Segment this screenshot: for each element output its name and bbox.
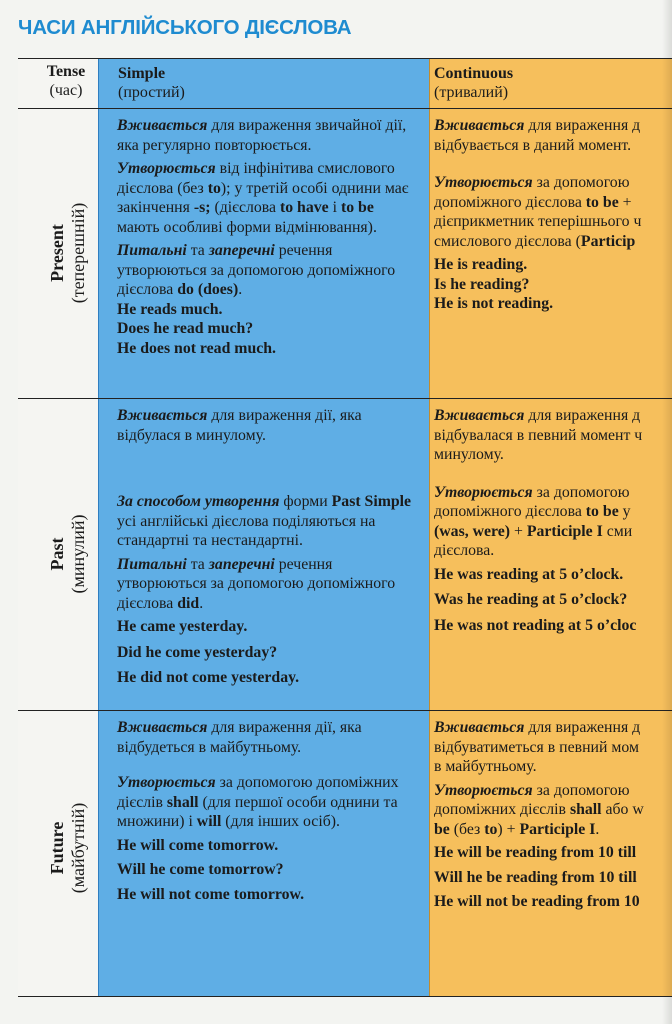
example-sentence: He is reading.: [434, 256, 528, 273]
future-continuous-cell: Вживається для вираження д відбуватиметься в певний мом в майбутньому. Утворюється за допомогою допоміжних дієслів shall або w be (без to) + Participle I. He will be reading from 10 till Will he be reading from 10 till He will not be reading from 10: [434, 719, 644, 910]
page-title: ЧАСИ АНГЛІЙСЬКОГО ДІЄСЛОВА: [18, 16, 352, 39]
example-sentence: He will come tomorrow.: [117, 836, 279, 854]
example-sentence: Will he come tomorrow?: [117, 861, 284, 878]
example-sentence: Will he be reading from 10 till: [434, 868, 637, 886]
example-sentence: He was reading at 5 o’clock.: [434, 565, 624, 583]
header-continuous: Continuous (тривалий): [434, 65, 514, 101]
row-label-past: Past (минулий): [47, 514, 88, 594]
continuous-column: [429, 58, 672, 996]
row-divider: [18, 398, 672, 399]
example-sentence: He will not be reading from 10: [434, 893, 640, 910]
row-divider: [18, 710, 672, 711]
example-sentence: Is he reading?: [434, 275, 530, 293]
example-sentence: He is not reading.: [434, 295, 554, 312]
example-sentence: Did he come yesterday?: [117, 643, 278, 661]
past-simple-cell: Вживається для вираження дії, яка відбулася в минулому. За способом утворення форми Past Simple усі англійські дієслова поділяються на стандартні та нестандартні. Питальні та заперечні речення утворюються за допомогою допоміжного дієслова did. He came yesterday. Did he come yesterday? He did not come yesterday.: [117, 406, 417, 688]
example-sentence: He will not come tomorrow.: [117, 885, 305, 903]
example-sentence: He came yesterday.: [117, 618, 248, 635]
example-sentence: He will be reading from 10 till: [434, 844, 637, 861]
example-sentence: He was not reading at 5 o’cloc: [434, 616, 637, 634]
example-sentence: Does he read much?: [117, 320, 254, 337]
table-top-rule: [18, 58, 672, 59]
future-simple-cell: Вживається для вираження дії, яка відбудеться в майбутньому. Утворюється за допомогою допоміжних дієслів shall (для першої особи однини та множини) і will (для інших осіб). He will come tomorrow. Will he come tomorrow? He will not come tomorrow.: [117, 718, 417, 904]
past-continuous-cell: Вживається для вираження д відбувалася в певний момент ч минулому. Утворюється за допомогою допоміжного дієслова to be у (was, were) + Participle I сми дієслова. He was reading at 5 o’clock. Was he reading at 5 o’clock? He was not reading at 5 o’cloc: [434, 407, 643, 634]
example-sentence: He did not come yesterday.: [117, 669, 300, 686]
present-simple-cell: Вживається для вираження звичайної дії, яка регулярно повторюється. Утворюється від інфінітива смислового дієслова (без to); у третій особі однини має закінчення -s; (дієслова to have і to be мають особливі форми відмінювання). Питальні та заперечні речення утворюються за допомогою допоміжного дієслова do (does). He reads much. Does he read much? He does not read much.: [117, 116, 417, 358]
example-sentence: He does not read much.: [117, 339, 276, 357]
page-edge-shadow: [662, 0, 672, 1024]
header-rule: [18, 108, 672, 109]
table-bottom-rule: [18, 996, 672, 997]
header-tense: Tense (час): [46, 63, 86, 99]
present-continuous-cell: Вживається для вираження д відбувається в даний момент. Утворюється за допомогою допоміжного дієслова to be + дієприкметник теперішнього ч смислового дієслова (Particip He is reading. Is he reading? He is not reading.: [434, 117, 642, 312]
row-label-present: Present (теперешній): [47, 202, 88, 304]
example-sentence: Was he reading at 5 o’clock?: [434, 591, 628, 608]
example-sentence: He reads much.: [117, 300, 223, 318]
row-label-future: Future (майбутній): [47, 802, 88, 894]
header-simple: Simple (простий): [118, 65, 185, 101]
